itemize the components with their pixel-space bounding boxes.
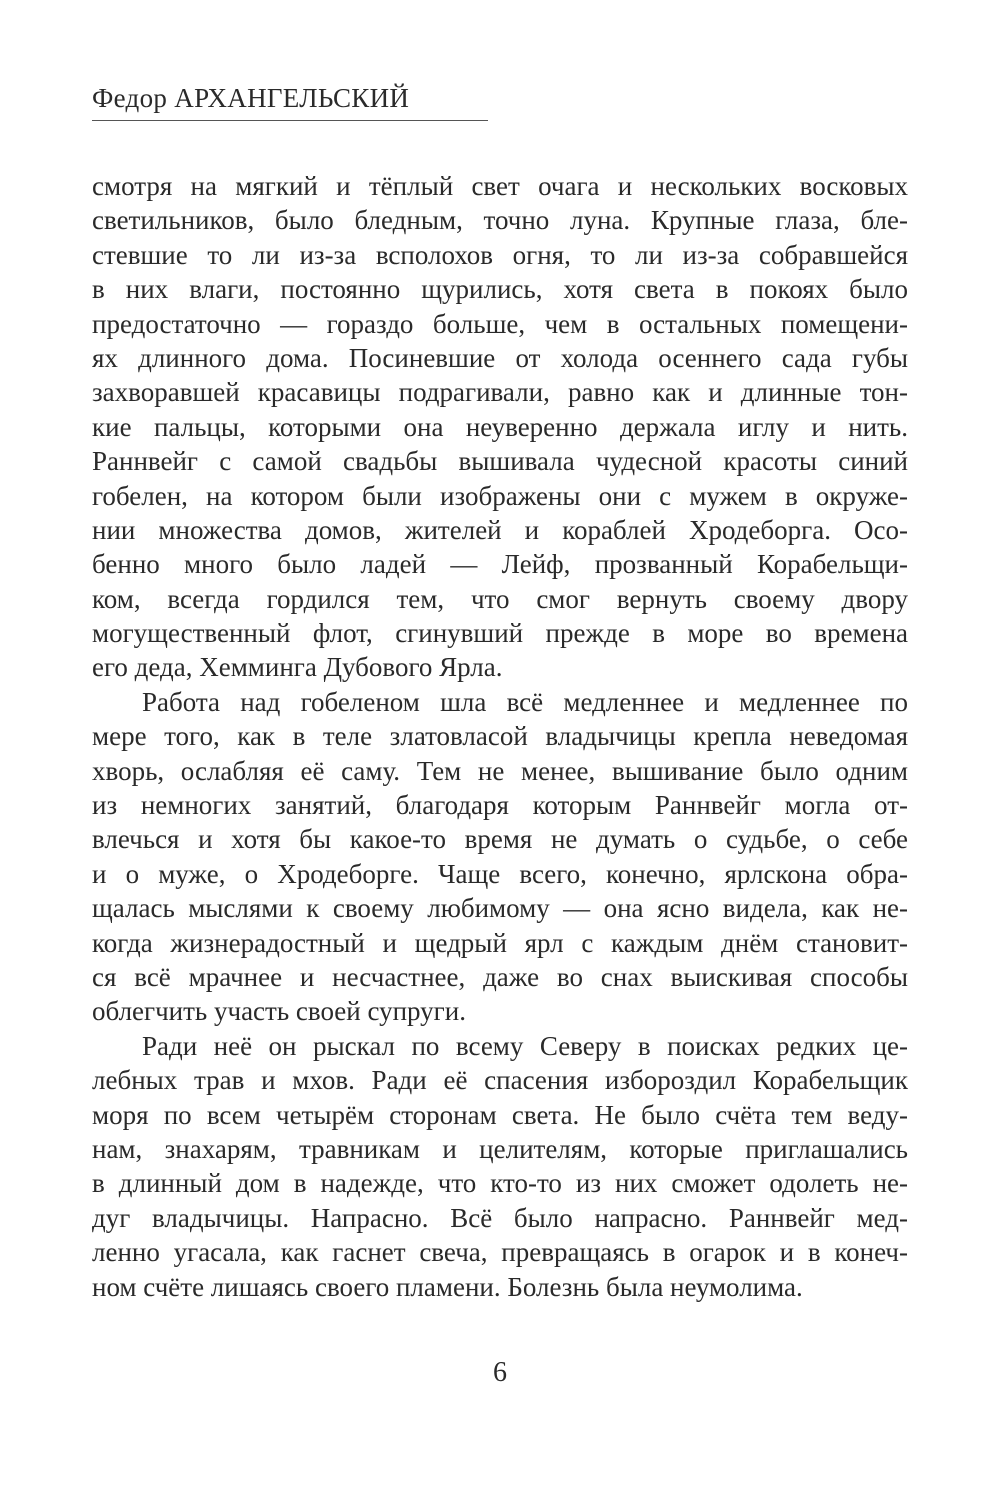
text-line: лебных трав и мхов. Ради её спасения избороздил Корабельщик — [92, 1065, 908, 1096]
running-head — [92, 80, 488, 121]
page-text — [92, 169, 908, 1304]
text-line: предостаточно — гораздо больше, чем в остальных помещени- — [92, 308, 908, 339]
text-line: Раннвейг с самой свадьбы вышивала чудесной красоты синий — [92, 446, 908, 477]
text-line: нии множества домов, жителей и кораблей Хродеборга. Осо- — [92, 514, 908, 545]
text-line: и о муже, о Хродеборге. Чаще всего, конечно, ярлскона обра- — [92, 858, 908, 889]
page-number: 6 — [493, 1357, 507, 1388]
text-line: Ради неё он рыскал по всему Северу в поисках редких це- — [142, 1030, 908, 1061]
text-line: ном счёте лишаясь своего пламени. Болезнь была неумолима. — [92, 1271, 803, 1302]
text-line: гобелен, на котором были изображены они с мужем в окруже- — [92, 480, 908, 511]
text-line: в них влаги, постоянно щурились, хотя света в покоях было — [92, 274, 908, 305]
paragraph — [92, 1029, 908, 1304]
text-line: ся всё мрачнее и несчастнее, даже во снах выискивая способы — [92, 961, 908, 992]
author-first-name: Федор — [92, 83, 168, 113]
text-line: влечься и хотя бы какое-то время не думать о судьбе, о себе — [92, 824, 908, 855]
text-line: мере того, как в теле златовласой владычицы крепла неведомая — [92, 721, 908, 752]
text-line: кие пальцы, которыми она неуверенно держала иглу и нить. — [92, 411, 908, 442]
text-line: щалась мыслями к своему любимому — она ясно видела, как не- — [92, 893, 908, 924]
text-line: хворь, ослабляя её саму. Тем не менее, вышивание было одним — [92, 755, 908, 786]
text-line: ком, всегда гордился тем, что смог вернуть своему двору — [92, 583, 908, 614]
paragraph — [92, 685, 908, 1029]
text-line: стевшие то ли из-за всполохов огня, то ли из-за собравшейся — [92, 239, 908, 270]
text-line: смотря на мягкий и тёплый свет очага и нескольких восковых — [92, 171, 908, 201]
paragraph — [92, 169, 908, 685]
text-line: из немногих занятий, благодаря которым Раннвейг могла от- — [92, 790, 908, 821]
text-line: светильников, было бледным, точно луна. Крупные глаза, бле- — [92, 205, 908, 236]
author-last-name: АРХАНГЕЛЬСКИЙ — [174, 83, 410, 113]
text-line: ленно угасала, как гаснет свеча, превращаясь в огарок и в конеч- — [92, 1237, 908, 1268]
text-line: его деда, Хемминга Дубового Ярла. — [92, 652, 503, 683]
text-line: дуг владычицы. Напрасно. Всё было напрасно. Раннвейг мед- — [92, 1202, 908, 1233]
text-line: могущественный флот, сгинувший прежде в море во времена — [92, 618, 908, 649]
text-line: ях длинного дома. Посиневшие от холода осеннего сада губы — [92, 342, 908, 373]
text-line: в длинный дом в надежде, что кто-то из них сможет одолеть не- — [92, 1168, 908, 1199]
text-line: захворавшей красавицы подрагивали, равно как и длинные тон- — [92, 377, 908, 408]
text-line: бенно много было ладей — Лейф, прозванный Корабельщи- — [92, 549, 908, 580]
text-line: нам, знахарям, травникам и целителям, которые приглашались — [92, 1133, 908, 1164]
text-line: когда жизнерадостный и щедрый ярл с каждым днём становит- — [92, 927, 908, 958]
text-line: облегчить участь своей супруги. — [92, 996, 466, 1027]
text-line: моря по всем четырём сторонам света. Не было счёта тем веду- — [92, 1099, 908, 1130]
paragraphs — [92, 169, 908, 1304]
text-line: Работа над гобеленом шла всё медленнее и медленнее по — [142, 686, 908, 717]
